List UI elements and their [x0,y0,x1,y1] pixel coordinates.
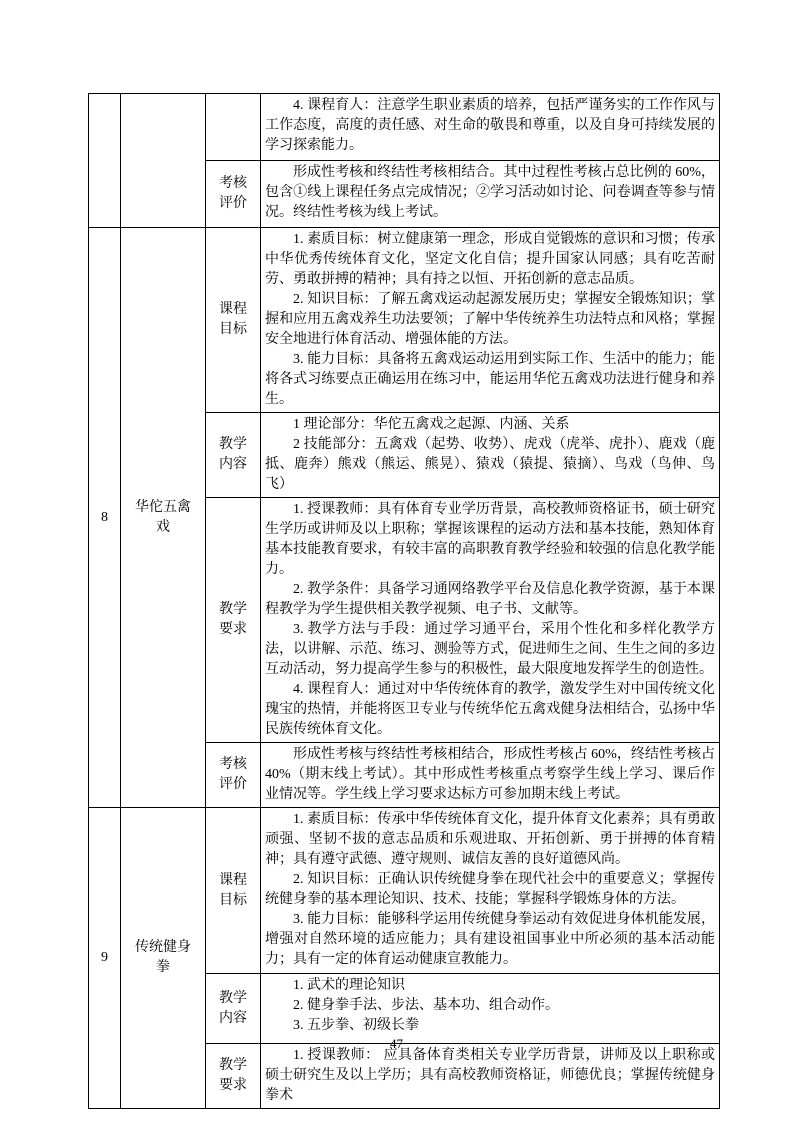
paragraph: 1. 素质目标：树立健康第一理念，形成自觉锻炼的意识和习惯；传承中华优秀传统体育文化，坚定文化自信；提升国家认同感；具有吃苦耐劳、勇敢拼搏的精神；具有持之以恒、开拓创新的意志品质。 [265,232,715,287]
section-content-cell [261,498,720,743]
paragraph: 1. 武术的理论知识 [293,978,405,993]
paragraph: 2. 知识目标：了解五禽戏运动起源发展历史；掌握安全锻炼知识；掌握和应用五禽戏养生功法要领；了解中华传统养生功法特点和风格；掌握安全地进行体育活动、增强体能的方法。 [265,292,715,347]
paragraph: 3. 五步拳、初级长拳 [293,1018,419,1033]
table-row [89,94,720,161]
section-content-cell [261,228,720,413]
course-table [88,93,720,1109]
section-label-cell: 教学内容 [206,974,261,1044]
paragraph: 3. 能力目标：具备将五禽戏运动运用到实际工作、生活中的能力；能将各式习练要点正确运用在练习中，能运用华佗五禽戏功法进行健身和养生。 [265,352,715,407]
section-label-cell: 课程目标 [206,228,261,413]
paragraph: 3. 能力目标：能够科学运用传统健身拳运动有效促进身体机能发展，增强对自然环境的适应能力；具有建设祖国事业中所必须的基本活动能力；具有一定的体育运动健康宣教能力。 [265,912,715,967]
section-content-cell [261,161,720,228]
paragraph: 3. 教学方法与手段：通过学习通平台，采用个性化和多样化教学方法，以讲解、示范、练习、测验等方式，促进师生之间、生生之间的多边互动活动，努力提高学生参与的积极性，最大限度地发挥学生的创造性。 [265,622,715,677]
section-label-cell: 教学内容 [206,413,261,498]
section-label-cell: 考核评价 [206,743,261,808]
paragraph: 2. 健身拳手法、步法、基本功、组合动作。 [293,998,559,1013]
section-label-cell: 课程目标 [206,808,261,974]
table-row [89,808,720,974]
section-content-cell [261,1044,720,1109]
paragraph: 2. 教学条件：具备学习通网络教学平台及信息化教学资源，基于本课程教学为学生提供相关教学视频、电子书、文献等。 [265,582,715,617]
section-content-cell [261,974,720,1044]
section-content-cell [261,743,720,808]
section-label-cell: 教学要求 [206,1044,261,1109]
section-label-cell: 教学要求 [206,498,261,743]
paragraph: 形成性考核和终结性考核相结合。其中过程性考核占总比例的 60%，包含①线上课程任务点完成情况；②学习活动如讨论、问卷调查等参与情况。终结性考核为线上考试。 [265,165,715,220]
section-content-cell [261,808,720,974]
paragraph: 1 理论部分：华佗五禽戏之起源、内涵、关系 [293,417,570,432]
paragraph: 1. 授课教师：具有体育专业学历背景，高校教师资格证书，硕士研究生学历或讲师及以上职称；掌握该课程的运动方法和基本技能，熟知体育基本技能教育要求，有较丰富的高职教育教学经验和较强的信息化教学能力。 [265,502,715,577]
paragraph: 2. 知识目标：正确认识传统健身拳在现代社会中的重要意义；掌握传统健身拳的基本理论知识、技术、技能；掌握科学锻炼身体的方法。 [265,872,715,907]
paragraph: 4. 课程育人：通过对中华传统体育的教学，激发学生对中国传统文化瑰宝的热情，并能将医卫专业与传统华佗五禽戏健身法相结合，弘扬中华民族传统体育文化。 [265,682,715,737]
course-name-cell [121,94,206,228]
course-number-cell: 8 [89,228,121,808]
section-content-cell [261,413,720,498]
paragraph: 1. 素质目标：传承中华传统体育文化，提升体育文化素养；具有勇敢顽强、坚韧不拔的意志品质和乐观进取、开拓创新、勇于拼搏的体育精神；具有遵守武德、遵守规则、诚信友善的良好道德风尚。 [265,812,715,867]
course-name-cell: 传统健身拳 [121,808,206,1109]
course-number-cell [89,94,121,228]
section-label-cell: 考核评价 [206,161,261,228]
section-label-cell [206,94,261,161]
paragraph: 1. 授课教师： 应具备体育类相关专业学历背景，讲师及以上职称或硕士研究生及以上学历；具有高校教师资格证，师德优良；掌握传统健身拳术 [265,1048,715,1103]
course-name-cell: 华佗五禽戏 [121,228,206,808]
course-number-cell: 9 [89,808,121,1109]
section-content-cell [261,94,720,161]
paragraph: 4. 课程育人：注意学生职业素质的培养，包括严谨务实的工作作风与工作态度，高度的责任感、对生命的敬畏和尊重，以及自身可持续发展的学习探索能力。 [265,98,715,153]
page-number: 47 [390,1036,403,1051]
paragraph: 2 技能部分：五禽戏（起势、收势）、虎戏（虎举、虎扑）、鹿戏（鹿抵、鹿奔）熊戏（熊运、熊晃）、猿戏（猿提、猿摘）、鸟戏（鸟伸、鸟飞） [265,437,715,492]
paragraph: 形成性考核与终结性考核相结合，形成性考核占 60%，终结性考核占 40%（期末线上考试）。其中形成性考核重点考察学生线上学习、课后作业情况等。学生线上学习要求达标方可参加期末线上考试。 [265,747,715,802]
table-row [89,228,720,413]
